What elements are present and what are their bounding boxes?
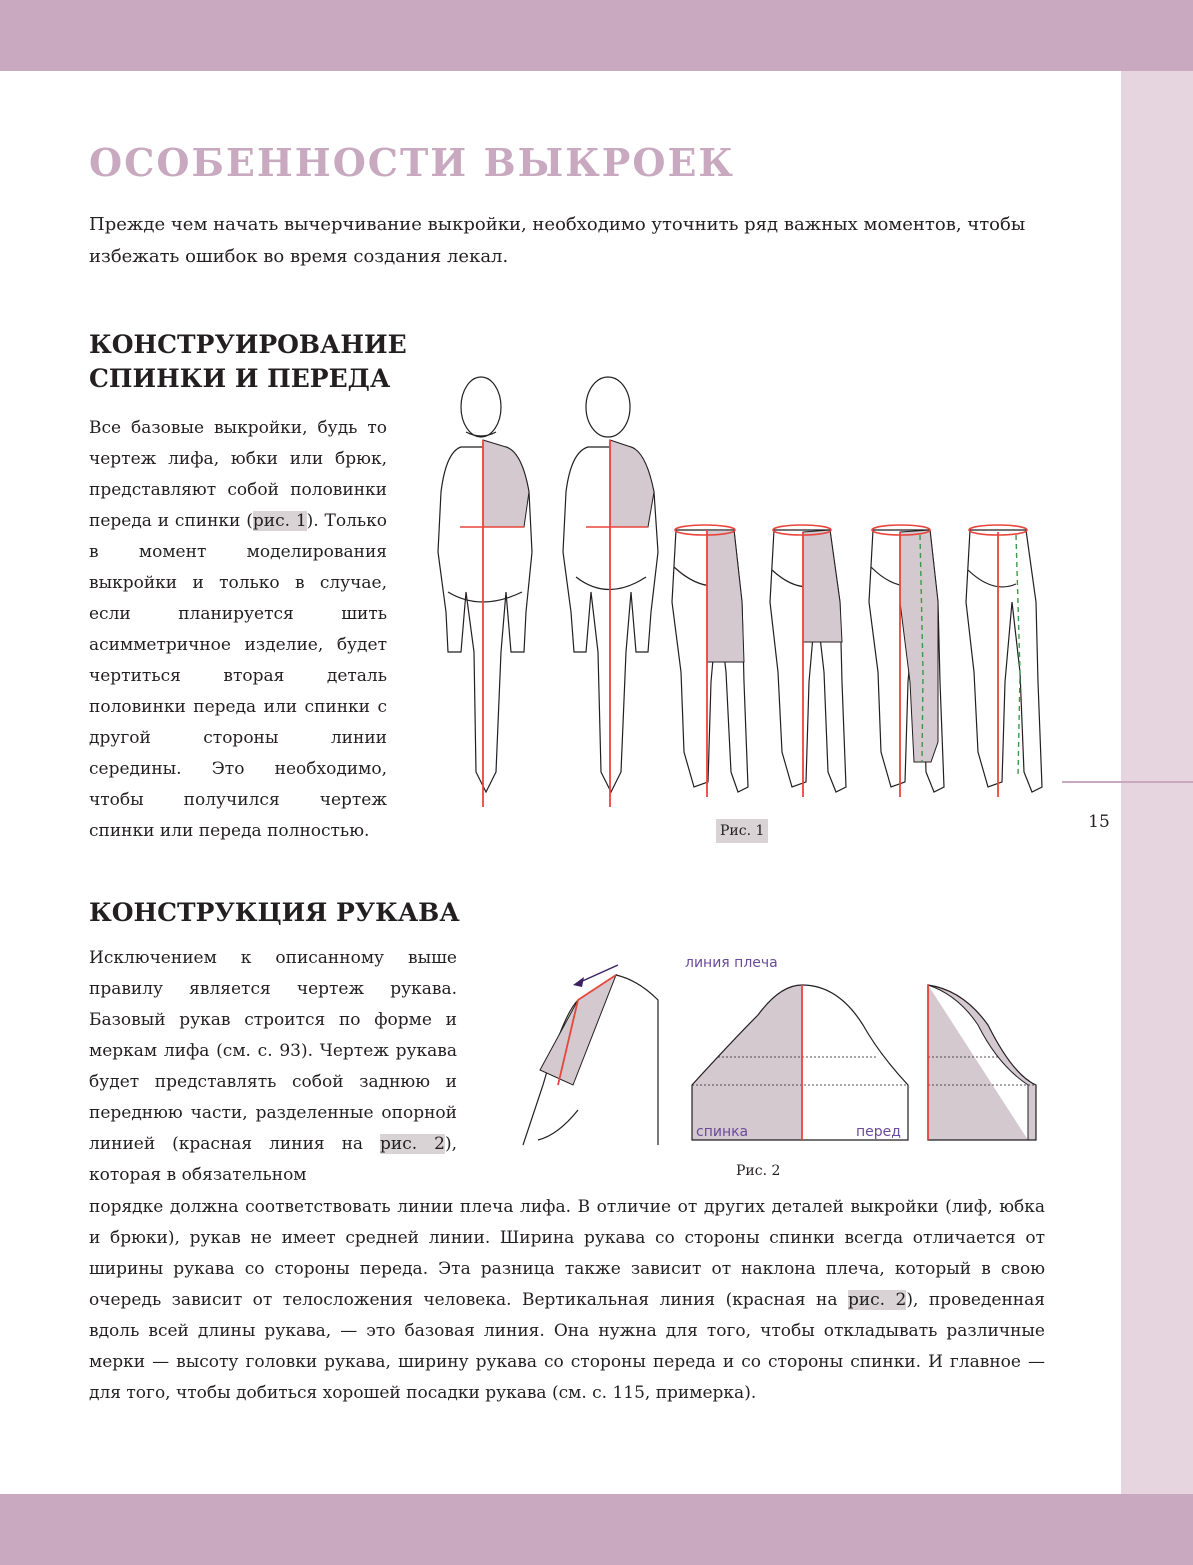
sleeve-continuation-text <box>89 1192 1045 1409</box>
figure-2-illustration <box>518 945 1048 1155</box>
text-part: Все базовые выкройки, будь то чертеж лифа, юбки или брюк, представляют собой половинки переда и спинки ( <box>89 418 387 531</box>
front-label: перед <box>856 1124 901 1140</box>
figure-2-caption: Рис. 2 <box>736 1163 781 1179</box>
back-label: спинка <box>696 1124 749 1140</box>
text-part: порядке должна соответствовать линии плеча лифа. В отличие от других деталей выкройки (лиф, юбка и брюки), рукав не имеет средней линии. Ширина рукава со стороны спинки всегда отличается от ширины рукава со стороны переда. Эта разница также зависит от наклона плеча, который в свою очередь зависит от телосложения человека. Вертикальная линия (красная на <box>89 1197 1045 1310</box>
shoulder-line-label: линия плеча <box>685 955 778 971</box>
figure-1-caption: Рис. 1 <box>716 819 768 843</box>
figure-2-reference[interactable]: рис. 2 <box>380 1134 445 1154</box>
page-number: 15 <box>1088 812 1110 832</box>
top-decor-band <box>0 0 1193 71</box>
section-heading-sleeve: КОНСТРУКЦИЯ РУКАВА <box>89 898 460 927</box>
section-back-front-text <box>89 413 387 847</box>
intro-paragraph: Прежде чем начать вычерчивание выкройки, необходимо уточнить ряд важных моментов, чтобы избежать ошибок во время создания лекал. <box>89 214 1026 267</box>
bottom-decor-band <box>0 1494 1193 1565</box>
pants-front-figure <box>966 530 1042 792</box>
sleeve-pattern <box>692 985 908 1140</box>
figure-2-reference-2[interactable]: рис. 2 <box>847 1290 907 1310</box>
section-sleeve-text <box>89 943 457 1191</box>
waist-lines <box>460 525 1027 535</box>
text-part: ), которая в обязательном <box>89 1134 458 1185</box>
section-heading-back-front: КОНСТРУИРОВАНИЕ СПИНКИ И ПЕРЕДА <box>89 330 407 393</box>
page-title: ОСОБЕННОСТИ ВЫКРОЕК <box>89 140 735 185</box>
figure-1-reference[interactable]: рис. 1 <box>252 511 307 531</box>
folded-sleeve-pattern <box>928 985 1036 1140</box>
text-part: ). Только в момент моделирования выкройки и только в случае, если планируется шить асимметричное изделие, будет чертиться вторая деталь половинки переда или спинки с другой стороны линии середины. Это необходимо, чтобы получился чертеж спинки или переда полностью. <box>89 511 387 841</box>
text-part: ), проведенная вдоль всей длины рукава, — это базовая линия. Она нужна для того, чтобы откладывать различные мерки — высоту головки рукава, ширину рукава со стороны переда и со стороны спинки. И главное — для того, чтобы добиться хорошей посадки рукава (см. с. 115, примерка). <box>89 1290 1045 1403</box>
figure-1-illustration <box>426 352 1051 812</box>
text-part: Исключением к описанному выше правилу является чертеж рукава. Базовый рукав строится по форме и меркам лифа (см. с. 93). Чертеж рукава будет представлять собой заднюю и переднюю части, разделенные опорной линией (красная линия на <box>89 948 457 1154</box>
back-figure <box>438 377 532 792</box>
page-number-rule <box>1062 781 1193 783</box>
